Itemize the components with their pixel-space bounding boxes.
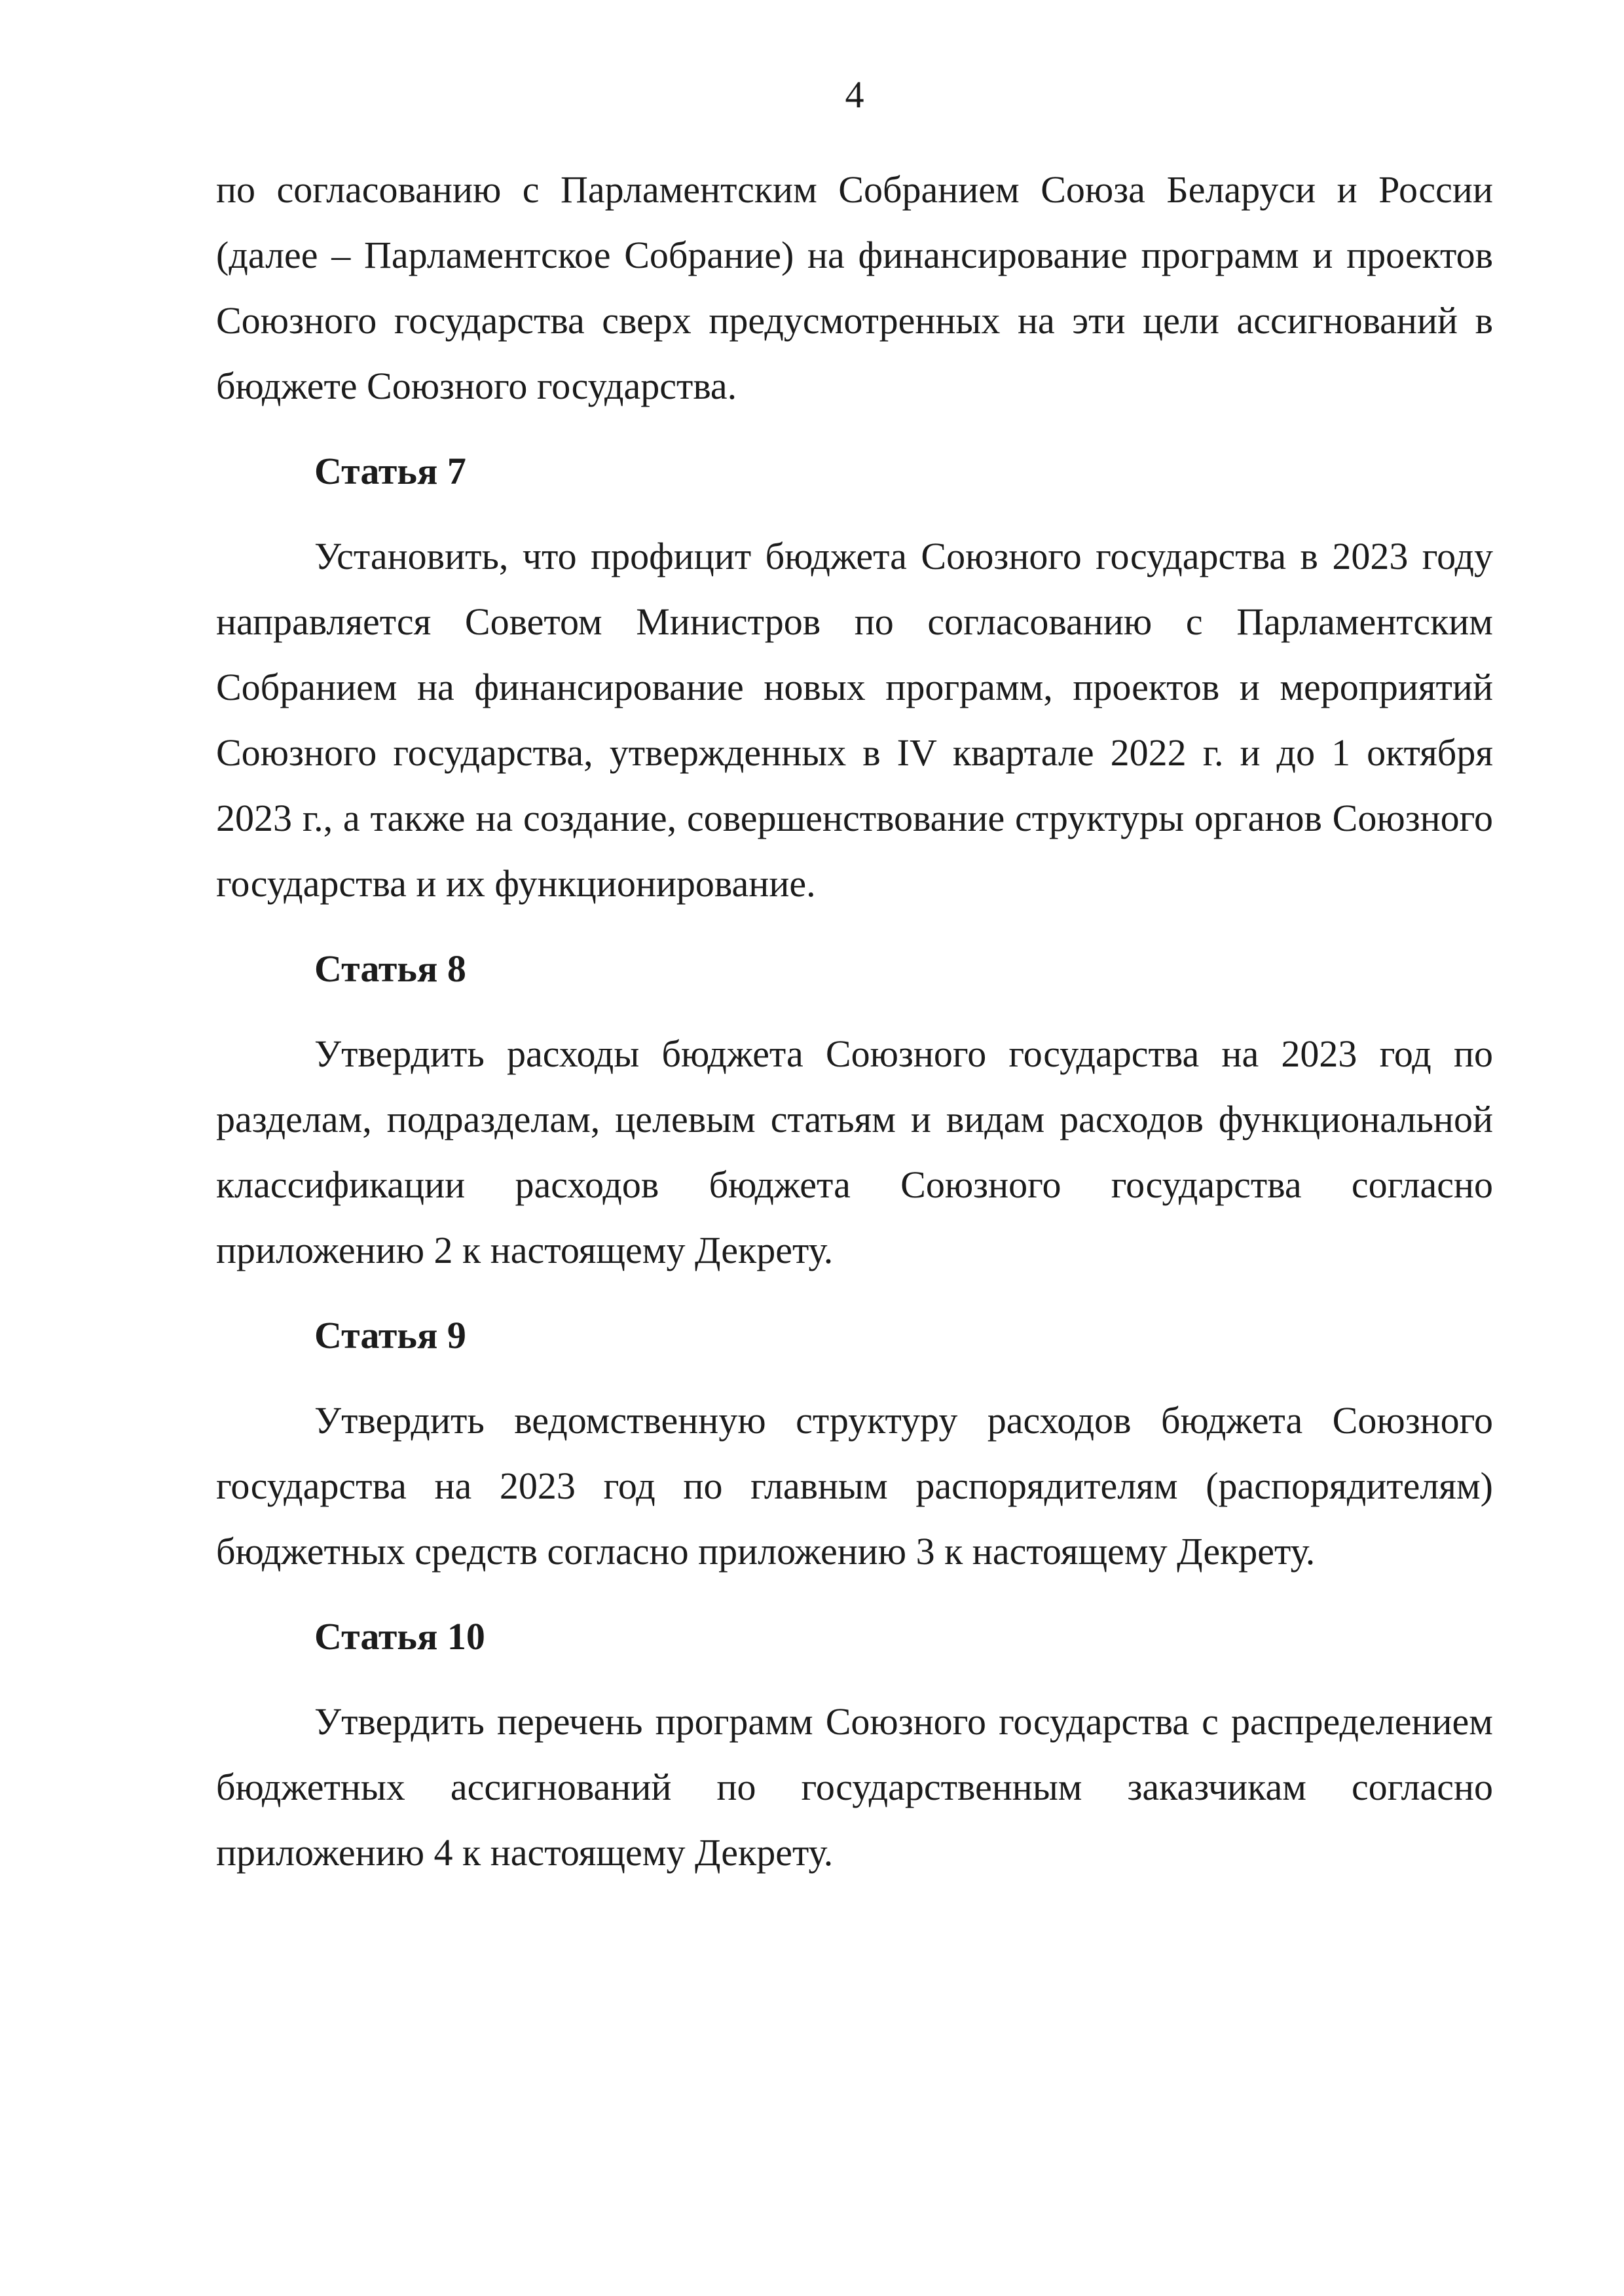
article-7-body: Установить, что профицит бюджета Союзного государства в 2023 году направляется Советом Министров по согласованию с Парламентским Собранием на финансирование новых программ, проектов и мероприятий Союзного государства, утвержденных в IV квартале 2022 г. и до 1 октября 2023 г., а также на создание, совершенствование структуры органов Союзного государства и их функционирование. [216,535,1493,905]
article-9-heading: Статья 9 [314,1314,466,1357]
page-number: 4 [845,73,864,116]
article-8-body: Утвердить расходы бюджета Союзного государства на 2023 год по разделам, подразделам, целевым статьям и видам расходов функциональной классификации расходов бюджета Союзного государства согласно приложению 2 к настоящему Декрету. [216,1032,1493,1271]
article-7-heading: Статья 7 [314,450,466,492]
article-9-body: Утвердить ведомственную структуру расходов бюджета Союзного государства на 2023 год по главным распорядителям (распорядителям) бюджетных средств согласно приложению 3 к настоящему Декрету. [216,1399,1493,1573]
article-8-heading: Статья 8 [314,947,466,990]
article-10-heading: Статья 10 [314,1615,485,1658]
intro-paragraph: по согласованию с Парламентским Собранием Союза Беларуси и России (далее – Парламентское Собрание) на финансирование программ и проектов Союзного государства сверх предусмотренных на эти цели ассигнований в бюджете Союзного государства. [216,168,1493,407]
article-10-body: Утвердить перечень программ Союзного государства с распределением бюджетных ассигнований по государственным заказчикам согласно приложению 4 к настоящему Декрету. [216,1700,1493,1874]
document-body [216,157,1493,1886]
